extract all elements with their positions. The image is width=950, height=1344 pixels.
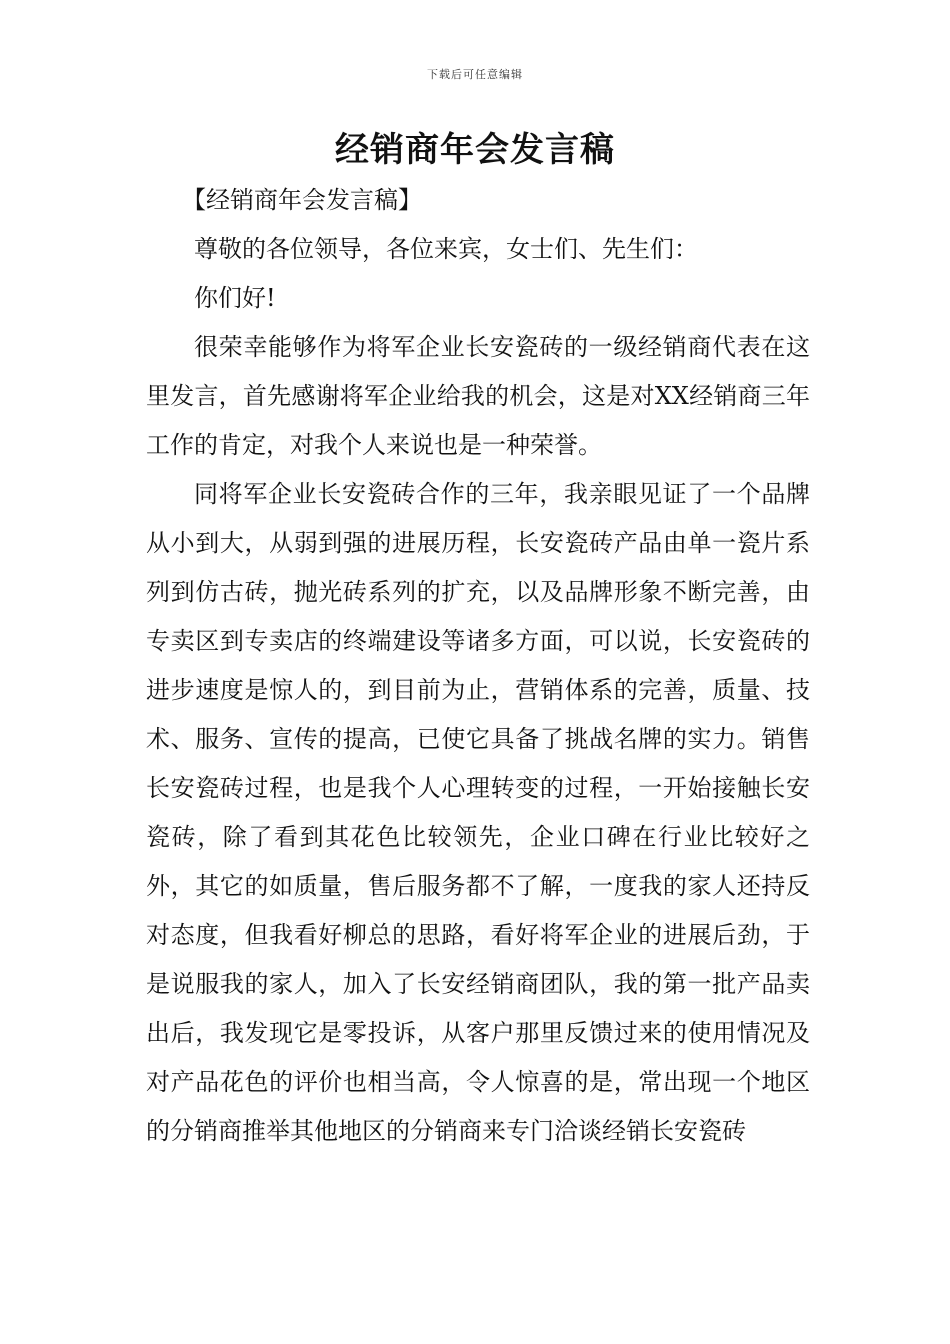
paragraph-greeting: 尊敬的各位领导，各位来宾，女士们、先生们： (194, 235, 698, 263)
paragraph-hello: 你们好! (194, 284, 276, 312)
page-header-note: 下载后可任意编辑 (427, 68, 523, 81)
paragraph-intro: 很荣幸能够作为将军企业长安瓷砖的一级经销商代表在这里发言，首先感谢将军企业给我的机会，这是对XX经销商三年工作的肯定，对我个人来说也是一种荣誉。 (146, 333, 810, 459)
bracket-title: 【经销商年会发言稿】 (182, 186, 422, 214)
document-body (146, 176, 810, 1156)
document-title: 经销商年会发言稿 (335, 130, 615, 170)
paragraph-cooperation: 同将军企业长安瓷砖合作的三年，我亲眼见证了一个品牌从小到大，从弱到强的进展历程，长安瓷砖产品由单一瓷片系列到仿古砖，抛光砖系列的扩充，以及品牌形象不断完善，由专卖区到专卖店的终端建设等诸多方面，可以说，长安瓷砖的进步速度是惊人的，到目前为止，营销体系的完善，质量、技术、服务、宣传的提高，已使它具备了挑战名牌的实力。销售长安瓷砖过程，也是我个人心理转变的过程，一开始接触长安瓷砖，除了看到其花色比较领先，企业口碑在行业比较好之外，其它的如质量，售后服务都不了解，一度我的家人还持反对态度，但我看好柳总的思路，看好将军企业的进展后劲，于是说服我的家人，加入了长安经销商团队，我的第一批产品卖出后，我发现它是零投诉，从客户那里反馈过来的使用情况及对产品花色的评价也相当高，令人惊喜的是，常出现一个地区的分销商推举其他地区的分销商来专门洽谈经销长安瓷砖 (146, 480, 810, 1145)
